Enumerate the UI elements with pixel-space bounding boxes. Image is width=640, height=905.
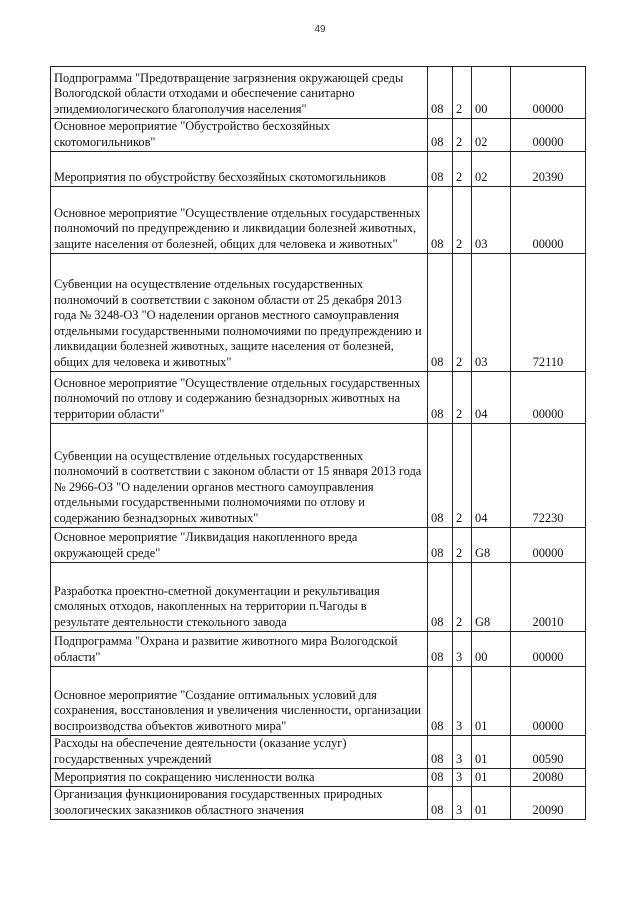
row-name-cell: Основное мероприятие "Обустройство бесхозяйных скотомогильников" bbox=[51, 119, 428, 152]
table-row bbox=[51, 254, 586, 372]
row-program-cell: 00 bbox=[472, 67, 511, 119]
table-row bbox=[51, 787, 586, 820]
row-subsection-cell: 2 bbox=[453, 528, 472, 563]
table-row bbox=[51, 563, 586, 632]
table-row bbox=[51, 187, 586, 254]
row-code-cell: 20080 bbox=[511, 769, 586, 787]
row-program-cell: G8 bbox=[472, 528, 511, 563]
row-section-cell: 08 bbox=[428, 424, 453, 528]
table-row bbox=[51, 632, 586, 667]
row-program-cell: 04 bbox=[472, 424, 511, 528]
row-subsection-cell: 2 bbox=[453, 152, 472, 187]
row-program-cell: 01 bbox=[472, 736, 511, 769]
row-subsection-cell: 3 bbox=[453, 667, 472, 736]
row-section-cell: 08 bbox=[428, 372, 453, 424]
row-section-cell: 08 bbox=[428, 769, 453, 787]
row-subsection-cell: 2 bbox=[453, 67, 472, 119]
row-name-cell: Субвенции на осуществление отдельных государственных полномочий в соответствии с законом области от 15 января 2013 года № 2966-ОЗ "О наделении органов местного самоуправления отдельными государственными полномочиями по отлову и содержанию безнадзорных животных" bbox=[51, 424, 428, 528]
row-code-cell: 20010 bbox=[511, 563, 586, 632]
row-section-cell: 08 bbox=[428, 67, 453, 119]
row-subsection-cell: 2 bbox=[453, 424, 472, 528]
row-program-cell: 02 bbox=[472, 152, 511, 187]
row-program-cell: G8 bbox=[472, 563, 511, 632]
row-name-cell: Расходы на обеспечение деятельности (оказание услуг) государственных учреждений bbox=[51, 736, 428, 769]
row-subsection-cell: 2 bbox=[453, 254, 472, 372]
row-program-cell: 03 bbox=[472, 187, 511, 254]
row-code-cell: 72230 bbox=[511, 424, 586, 528]
row-name-cell: Основное мероприятие "Осуществление отдельных государственных полномочий по предупреждению и ликвидации болезней животных, защите населения от болезней, общих для человека и животных" bbox=[51, 187, 428, 254]
row-section-cell: 08 bbox=[428, 187, 453, 254]
row-section-cell: 08 bbox=[428, 528, 453, 563]
row-section-cell: 08 bbox=[428, 736, 453, 769]
row-program-cell: 04 bbox=[472, 372, 511, 424]
row-name-cell: Основное мероприятие "Создание оптимальных условий для сохранения, восстановления и увеличения численности, организации воспроизводства объектов животного мира" bbox=[51, 667, 428, 736]
row-code-cell: 00000 bbox=[511, 528, 586, 563]
row-name-cell: Основное мероприятие "Ликвидация накопленного вреда окружающей среде" bbox=[51, 528, 428, 563]
row-name-cell: Мероприятия по обустройству бесхозяйных скотомогильников bbox=[51, 152, 428, 187]
row-code-cell: 00000 bbox=[511, 187, 586, 254]
row-name-cell: Основное мероприятие "Осуществление отдельных государственных полномочий по отлову и содержанию безнадзорных животных на территории области" bbox=[51, 372, 428, 424]
row-program-cell: 03 bbox=[472, 254, 511, 372]
row-subsection-cell: 3 bbox=[453, 769, 472, 787]
row-section-cell: 08 bbox=[428, 667, 453, 736]
row-code-cell: 00000 bbox=[511, 632, 586, 667]
row-code-cell: 00000 bbox=[511, 67, 586, 119]
table-body bbox=[51, 67, 586, 820]
table-row bbox=[51, 152, 586, 187]
row-section-cell: 08 bbox=[428, 787, 453, 820]
row-section-cell: 08 bbox=[428, 119, 453, 152]
table-row bbox=[51, 372, 586, 424]
row-section-cell: 08 bbox=[428, 152, 453, 187]
row-code-cell: 00000 bbox=[511, 119, 586, 152]
row-subsection-cell: 2 bbox=[453, 187, 472, 254]
budget-classification-table bbox=[50, 66, 586, 820]
table-row bbox=[51, 667, 586, 736]
row-name-cell: Организация функционирования государственных природных зоологических заказников областного значения bbox=[51, 787, 428, 820]
row-code-cell: 20390 bbox=[511, 152, 586, 187]
row-section-cell: 08 bbox=[428, 632, 453, 667]
row-code-cell: 00590 bbox=[511, 736, 586, 769]
page-number: 49 bbox=[314, 24, 326, 35]
row-code-cell: 72110 bbox=[511, 254, 586, 372]
row-subsection-cell: 2 bbox=[453, 119, 472, 152]
table-row bbox=[51, 119, 586, 152]
row-subsection-cell: 2 bbox=[453, 372, 472, 424]
row-program-cell: 00 bbox=[472, 632, 511, 667]
table-row bbox=[51, 424, 586, 528]
row-program-cell: 01 bbox=[472, 667, 511, 736]
table-row bbox=[51, 67, 586, 119]
row-name-cell: Мероприятия по сокращению численности волка bbox=[51, 769, 428, 787]
row-name-cell: Подпрограмма "Предотвращение загрязнения окружающей среды Вологодской области отходами и обеспечение санитарно эпидемиологического благополучия населения" bbox=[51, 67, 428, 119]
row-section-cell: 08 bbox=[428, 563, 453, 632]
row-subsection-cell: 3 bbox=[453, 736, 472, 769]
row-code-cell: 00000 bbox=[511, 372, 586, 424]
table-row bbox=[51, 736, 586, 769]
row-code-cell: 20090 bbox=[511, 787, 586, 820]
row-program-cell: 01 bbox=[472, 769, 511, 787]
row-program-cell: 01 bbox=[472, 787, 511, 820]
row-name-cell: Разработка проектно-сметной документации и рекультивация смоляных отходов, накопленных на территории п.Чагоды в результате деятельности стекольного завода bbox=[51, 563, 428, 632]
row-code-cell: 00000 bbox=[511, 667, 586, 736]
row-subsection-cell: 3 bbox=[453, 787, 472, 820]
row-subsection-cell: 2 bbox=[453, 563, 472, 632]
row-name-cell: Субвенции на осуществление отдельных государственных полномочий в соответствии с законом области от 25 декабря 2013 года № 3248-ОЗ "О наделении органов местного самоуправления отдельными государственными полномочиями по предупреждению и ликвидации болезней животных, защите населения от болезней, общих для человека и животных" bbox=[51, 254, 428, 372]
row-section-cell: 08 bbox=[428, 254, 453, 372]
row-program-cell: 02 bbox=[472, 119, 511, 152]
row-name-cell: Подпрограмма "Охрана и развитие животного мира Вологодской области" bbox=[51, 632, 428, 667]
table-row bbox=[51, 769, 586, 787]
row-subsection-cell: 3 bbox=[453, 632, 472, 667]
table-row bbox=[51, 528, 586, 563]
